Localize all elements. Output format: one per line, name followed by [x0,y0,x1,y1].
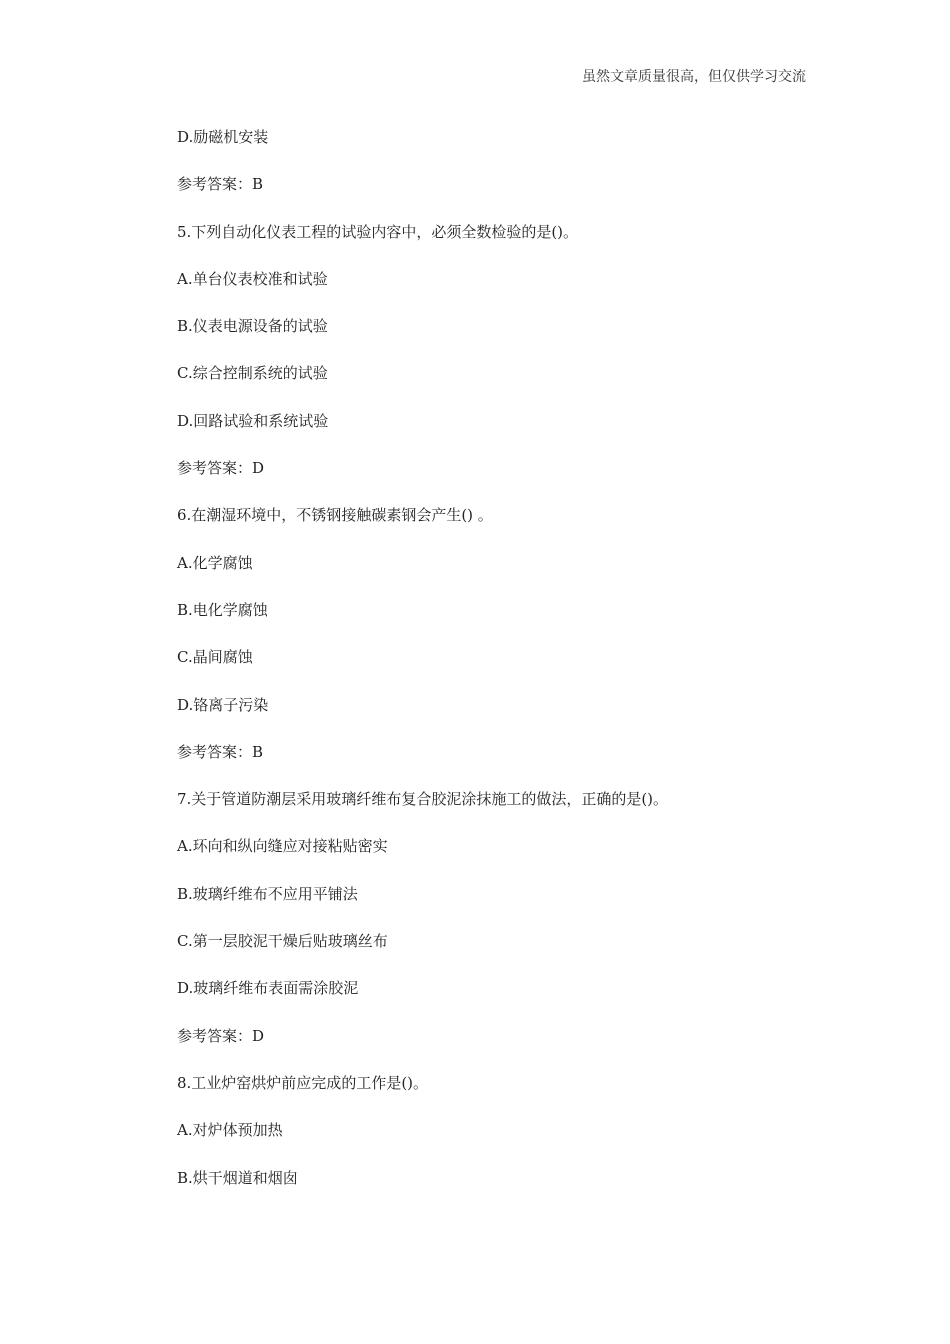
question-line: 6.在潮湿环境中，不锈钢接触碳素钢会产生() 。 [177,506,493,525]
answer-line: 参考答案：D [177,1026,265,1045]
question-line: 7.关于管道防潮层采用玻璃纤维布复合胶泥涂抹施工的做法，正确的是()。 [177,790,669,809]
option-line: D.励磁机安装 [177,128,269,146]
option-line: C.第一层胶泥干燥后贴玻璃丝布 [177,932,388,951]
option-line: D.铬离子污染 [177,695,269,714]
question-line: 5.下列自动化仪表工程的试验内容中，必须全数检验的是()。 [177,222,579,241]
option-line: B.烘干烟道和烟囱 [177,1168,298,1187]
option-line: A.单台仪表校准和试验 [177,269,328,288]
option-line: A.环向和纵向缝应对接粘贴密实 [177,837,388,856]
option-line: B.仪表电源设备的试验 [177,317,328,336]
option-line: C.晶间腐蚀 [177,648,253,667]
question-line: 8.工业炉窑烘炉前应完成的工作是()。 [177,1073,429,1092]
document-body [177,124,817,1212]
answer-line: 参考答案：B [177,742,264,761]
option-line: A.化学腐蚀 [177,553,253,572]
option-line: B.电化学腐蚀 [177,600,268,619]
page-header-note: 虽然文章质量很高，但仅供学习交流 [582,69,806,85]
answer-line: 参考答案：D [177,459,265,478]
answer-line: 参考答案：B [177,175,264,194]
option-line: A.对炉体预加热 [177,1121,283,1140]
option-line: D.回路试验和系统试验 [177,411,329,430]
option-line: D.玻璃纤维布表面需涂胶泥 [177,979,359,998]
option-line: B.玻璃纤维布不应用平铺法 [177,884,358,903]
option-line: C.综合控制系统的试验 [177,364,328,383]
